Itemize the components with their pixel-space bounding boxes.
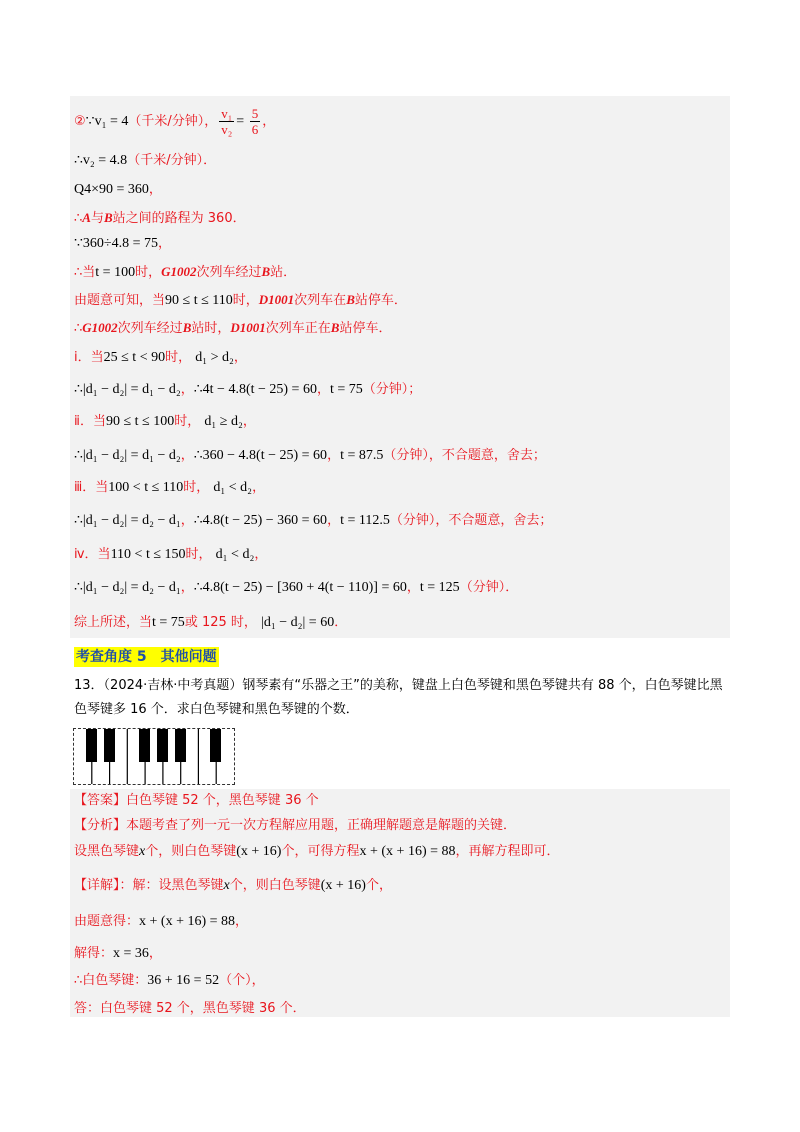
section-heading: 考查角度 5 其他问题 — [76, 649, 217, 665]
line-8: ∴G1002次列车经过B站时，D1001次列车正在B站停车． — [74, 320, 392, 336]
white-keys-line: ∴白色琴键：36 + 16 = 52（个）， — [74, 973, 265, 988]
fraction-v1-v2: $\frac{\text{v₁}}{\text{v₂}}$ — [221, 106, 233, 137]
setup-line: 设黑色琴键x个，则白色琴键(x + 16)个，可得方程x + (x + 16) = 88，再解方程即可． — [74, 844, 560, 859]
line-3: Q4×90 = 360， — [74, 182, 162, 197]
case-3-solution: ∴|d₁ − d₂| = d₂ − d₁，∴4.8(t − 25) − 360 = 60，t = 112.5（分钟），不合题意，舍去； — [74, 513, 553, 528]
detail-line: 【详解】：解：设黑色琴键x个，则白色琴键(x + 16)个， — [74, 878, 392, 893]
line-1: ②∵v₁ = 4（千米/分钟）， $\frac{\text{v₁}}{\text{v₂}}$ = $\frac{5}{6}$ ， — [74, 106, 276, 137]
fraction-5-6: $\frac{5}{6}$ — [251, 106, 259, 137]
case-2-solution: ∴|d₁ − d₂| = d₁ − d₂，∴360 − 4.8(t − 25) = 60，t = 87.5（分钟），不合题意，舍去； — [74, 448, 546, 463]
line-7: 由题意可知，当90 ≤ t ≤ 110时，D1001次列车在B站停车． — [74, 292, 407, 308]
line-6: ∴当t = 100时，G1002次列车经过B站． — [74, 264, 297, 280]
case-4-condition: ⅳ．当110 < t ≤ 150时， d₁ < d₂， — [74, 547, 268, 562]
solve-line: 解得：x = 36， — [74, 946, 162, 961]
question-13: 13．（2024·吉林·中考真题）钢琴素有“乐器之王”的美称，键盘上白色琴键和黑色琴键共有 88 个，白色琴键比黑色琴键多 16 个．求白色琴键和黑色琴键的个数． — [74, 678, 723, 717]
piano-keyboard-image — [73, 728, 235, 785]
answer-line: 【答案】白色琴键 52 个，黑色琴键 36 个 — [74, 793, 319, 808]
line-4: ∴A与B站之间的路程为 360． — [74, 210, 246, 226]
case-2-condition: ⅱ．当90 ≤ t ≤ 100时， d₁ ≥ d₂， — [74, 414, 256, 429]
case-4-solution: ∴|d₁ − d₂| = d₂ − d₁，∴4.8(t − 25) − [360 + 4(t − 110)] = 60，t = 125（分钟）． — [74, 580, 519, 595]
analysis-line: 【分析】本题考查了列一元一次方程解应用题，正确理解题意是解题的关键． — [74, 818, 517, 833]
line-2: ∴v₂ = 4.8（千米/分钟）． — [74, 153, 217, 168]
piano-keys-graphic — [74, 729, 234, 784]
equation-line: 由题意得：x + (x + 16) = 88， — [74, 914, 249, 929]
case-1-solution: ∴|d₁ − d₂| = d₁ − d₂，∴4t − 4.8(t − 25) = 60，t = 75（分钟）； — [74, 382, 422, 397]
conclusion: 综上所述，当t = 75或 125 时， |d₁ − d₂| = 60． — [74, 615, 348, 630]
case-3-condition: ⅲ．当100 < t ≤ 110时， d₁ < d₂， — [74, 480, 266, 495]
case-1-condition: ⅰ．当25 ≤ t < 90时， d₁ > d₂， — [74, 350, 247, 365]
final-answer-line: 答：白色琴键 52 个，黑色琴键 36 个． — [74, 1001, 306, 1016]
line-5: ∵360÷4.8 = 75， — [74, 236, 172, 251]
